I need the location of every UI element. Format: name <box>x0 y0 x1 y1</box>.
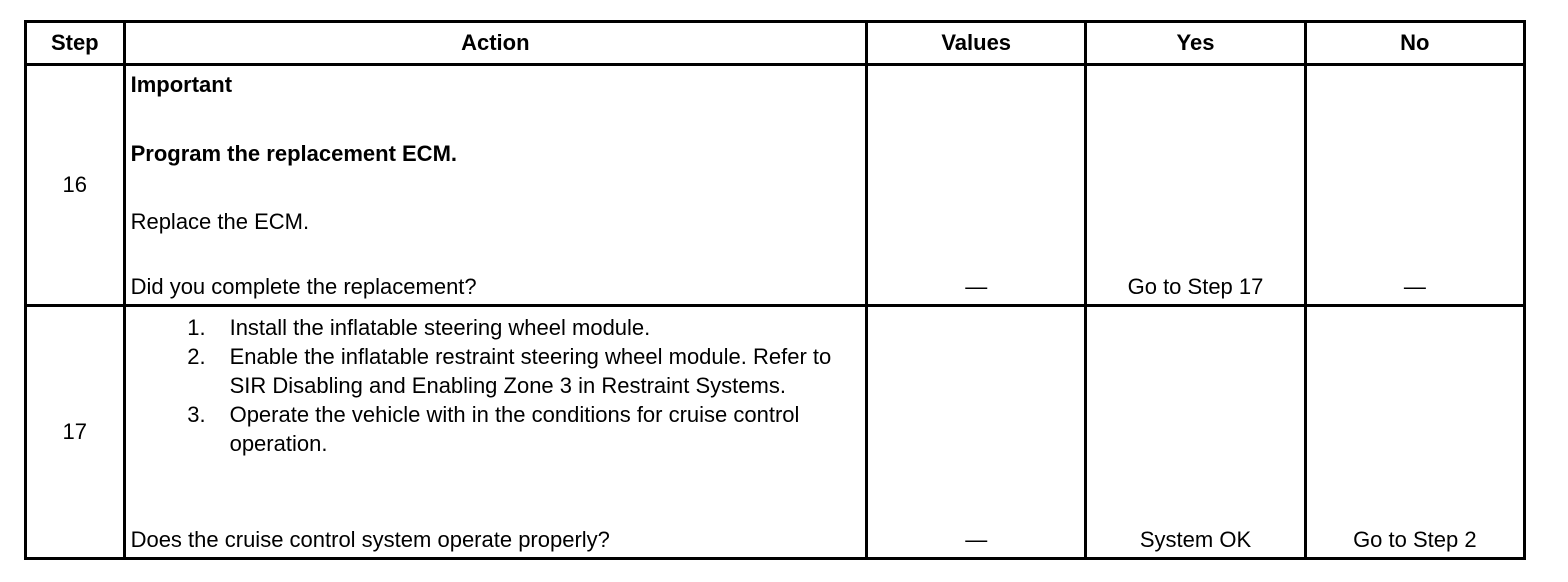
substep-list <box>126 313 846 458</box>
table-row <box>26 65 1525 306</box>
no-text: Go to Step 2 <box>1353 527 1477 552</box>
no-cell <box>1305 65 1524 306</box>
action-cell <box>124 65 866 306</box>
list-item <box>126 313 846 342</box>
substep-text: Enable the inflatable restraint steering wheel module. Refer to SIR Disabling and Enabling Zone 3 in Restraint Systems. <box>229 344 832 398</box>
yes-cell <box>1086 65 1305 306</box>
header-values: Values <box>867 22 1086 65</box>
substep-text: Install the inflatable steering wheel module. <box>229 315 651 340</box>
step-number: 17 <box>26 306 125 559</box>
important-text: Program the replacement ECM. <box>130 141 458 166</box>
substep-number: 2. <box>187 344 206 369</box>
header-row <box>26 22 1525 65</box>
important-label: Important <box>130 72 233 97</box>
list-item <box>126 342 846 400</box>
action-cell <box>124 306 866 559</box>
values-cell <box>867 65 1086 306</box>
values-text: — <box>965 274 988 299</box>
yes-text: Go to Step 17 <box>1127 274 1264 299</box>
header-yes: Yes <box>1086 22 1305 65</box>
substep-text: Operate the vehicle with in the conditions for cruise control operation. <box>229 402 800 456</box>
table-row <box>26 306 1525 559</box>
no-text: — <box>1403 274 1426 299</box>
list-item <box>126 400 846 458</box>
question-text: Did you complete the replacement? <box>130 274 477 299</box>
values-text: — <box>965 527 988 552</box>
diagnostic-table <box>24 20 1526 560</box>
substep-number: 1. <box>187 315 206 340</box>
step-number: 16 <box>26 65 125 306</box>
header-step: Step <box>26 22 125 65</box>
substep-number: 3. <box>187 402 206 427</box>
header-action: Action <box>124 22 866 65</box>
yes-cell <box>1086 306 1305 559</box>
values-cell <box>867 306 1086 559</box>
header-no: No <box>1305 22 1524 65</box>
instruction-text: Replace the ECM. <box>130 209 310 234</box>
no-cell <box>1305 306 1524 559</box>
yes-text: System OK <box>1139 527 1252 552</box>
question-text: Does the cruise control system operate properly? <box>130 527 610 552</box>
